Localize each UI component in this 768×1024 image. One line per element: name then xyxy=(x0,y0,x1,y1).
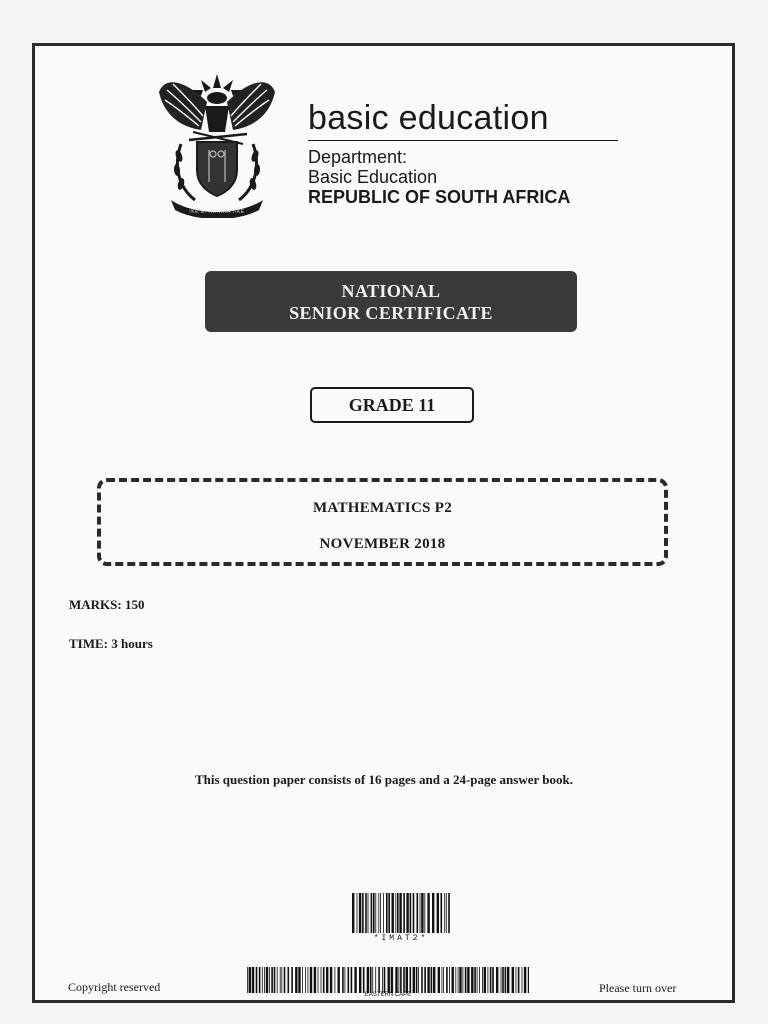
barcode-bar xyxy=(449,967,450,993)
barcode-bar xyxy=(431,967,433,993)
barcode-bottom-caption: EASTERN CAPE xyxy=(364,992,412,998)
barcode-bar xyxy=(378,967,380,993)
barcode-bar xyxy=(507,967,509,993)
exam-date: NOVEMBER 2018 xyxy=(319,536,446,552)
barcode-bar xyxy=(413,893,415,933)
barcode-bar xyxy=(372,967,373,993)
barcode-bar xyxy=(384,967,386,993)
barcode-bar xyxy=(386,893,388,933)
barcode-bar xyxy=(406,893,408,933)
barcode-bar xyxy=(314,967,316,993)
barcode-bar xyxy=(370,967,372,993)
barcode-bar xyxy=(274,967,276,993)
barcode-bar xyxy=(433,967,435,993)
copyright-notice: Copyright reserved xyxy=(68,980,161,994)
barcode-bar xyxy=(437,893,439,933)
barcode-bar xyxy=(373,893,375,933)
barcode-bar xyxy=(359,893,361,933)
barcode-bar xyxy=(298,967,300,993)
grade-box xyxy=(310,387,474,423)
barcode-bar xyxy=(501,967,502,993)
barcode-bar xyxy=(359,967,361,993)
barcode-bar xyxy=(262,967,263,993)
barcode-bar xyxy=(432,893,434,933)
barcode-bar xyxy=(354,967,356,993)
certificate-line-2: SENIOR CERTIFICATE xyxy=(289,302,493,323)
barcode-bar xyxy=(410,967,412,993)
barcode-bar xyxy=(321,967,322,993)
barcode-bar xyxy=(502,967,504,993)
barcode-bar xyxy=(446,893,447,933)
barcode-bar xyxy=(465,967,467,993)
barcode-bar xyxy=(382,967,383,993)
barcode-bar xyxy=(392,893,394,933)
barcode-bar xyxy=(395,893,396,933)
barcode-bar xyxy=(444,893,445,933)
barcode-bar xyxy=(335,967,336,993)
barcode-bar xyxy=(357,893,358,933)
barcode-bar xyxy=(443,967,444,993)
barcode-bar xyxy=(388,893,390,933)
barcode-bar xyxy=(391,967,393,993)
barcode-bar xyxy=(383,893,384,933)
barcode-bar xyxy=(281,967,282,993)
coat-of-arms-icon xyxy=(155,70,280,218)
barcode-bar xyxy=(492,967,494,993)
barcode-bar xyxy=(488,967,489,993)
barcode-bar xyxy=(458,967,459,993)
barcode-bar xyxy=(375,967,376,993)
barcode-bar xyxy=(259,967,261,993)
barcode-bar xyxy=(441,893,443,933)
barcode-bar xyxy=(252,967,254,993)
subject-name: MATHEMATICS P2 xyxy=(312,500,453,516)
barcode-bar xyxy=(305,967,306,993)
barcode-bar xyxy=(365,893,367,933)
barcode-bar xyxy=(490,967,492,993)
barcode-bar xyxy=(308,967,309,993)
barcode-bar xyxy=(249,967,251,993)
certificate-banner xyxy=(205,271,577,332)
barcode-bar xyxy=(295,967,297,993)
barcode-bar xyxy=(399,967,400,993)
barcode-bar xyxy=(284,967,286,993)
barcode-bar xyxy=(438,967,440,993)
barcode-bar xyxy=(399,893,401,933)
barcode-bar xyxy=(418,967,419,993)
barcode-bar xyxy=(256,967,258,993)
barcode-bar xyxy=(264,967,265,993)
barcode-bar xyxy=(367,967,369,993)
barcode-bar xyxy=(375,893,376,933)
barcode-bar xyxy=(269,967,270,993)
barcode-top xyxy=(352,893,450,933)
barcode-bar xyxy=(416,967,418,993)
barcode-bar xyxy=(247,967,248,993)
barcode-bar xyxy=(471,967,473,993)
barcode-bar xyxy=(474,967,476,993)
department-label: Department: xyxy=(308,147,408,167)
grade-label: GRADE 11 xyxy=(348,394,436,415)
barcode-bar xyxy=(459,967,461,993)
republic-name: REPUBLIC OF SOUTH AFRICA xyxy=(308,187,571,207)
barcode-bar xyxy=(424,967,426,993)
barcode-bar xyxy=(378,893,379,933)
barcode-bar xyxy=(277,967,278,993)
barcode-bar xyxy=(348,967,350,993)
barcode-bar xyxy=(271,967,273,993)
barcode-bar xyxy=(323,967,325,993)
barcode-bar xyxy=(291,967,293,993)
barcode-bar xyxy=(403,893,405,933)
barcode-bar xyxy=(522,967,523,993)
barcode-bar xyxy=(395,967,397,993)
barcode-bar xyxy=(484,967,486,993)
barcode-bar xyxy=(388,967,390,993)
barcode-bar xyxy=(351,967,353,993)
barcode-bar xyxy=(342,967,344,993)
barcode-bar xyxy=(482,967,483,993)
barcode-bar xyxy=(362,893,364,933)
barcode-bar xyxy=(463,967,464,993)
barcode-bar xyxy=(406,967,408,993)
barcode-bar xyxy=(338,967,340,993)
barcode-bar xyxy=(516,967,517,993)
barcode-bottom xyxy=(247,967,529,993)
barcode-bar xyxy=(380,893,381,933)
barcode-bar xyxy=(442,967,443,993)
barcode-bar xyxy=(310,967,312,993)
barcode-bar xyxy=(403,967,405,993)
barcode-bar xyxy=(467,967,469,993)
barcode-bar xyxy=(424,893,425,933)
subject-box xyxy=(97,478,668,566)
department-name: Basic Education xyxy=(308,167,438,187)
barcode-bar xyxy=(427,893,429,933)
barcode-bar xyxy=(528,967,529,993)
barcode-bar xyxy=(280,967,281,993)
barcode-bar xyxy=(410,893,412,933)
barcode-bar xyxy=(397,893,399,933)
barcode-bar xyxy=(479,967,480,993)
barcode-bar xyxy=(413,967,415,993)
marks-label: MARKS: 150 xyxy=(69,597,145,612)
barcode-bar xyxy=(448,893,450,933)
brand-block xyxy=(308,98,618,207)
barcode-bar xyxy=(496,967,498,993)
barcode-bar xyxy=(326,967,328,993)
barcode-bar xyxy=(518,967,520,993)
barcode-bar xyxy=(400,967,402,993)
barcode-bar xyxy=(266,967,268,993)
barcode-bar xyxy=(477,967,478,993)
time-label: TIME: 3 hours xyxy=(69,636,153,651)
brand-title: basic education xyxy=(308,98,618,141)
barcode-bar xyxy=(417,893,419,933)
barcode-bar xyxy=(455,967,456,993)
barcode-bar xyxy=(288,967,290,993)
certificate-line-1: NATIONAL xyxy=(341,280,441,301)
barcode-bar xyxy=(446,967,448,993)
barcode-bar xyxy=(368,893,369,933)
turn-over-note: Please turn over xyxy=(599,981,677,995)
barcode-bar xyxy=(452,967,454,993)
barcode-bar xyxy=(363,967,365,993)
barcode-bar xyxy=(421,967,423,993)
barcode-bar xyxy=(318,967,319,993)
barcode-top-caption: *IMAT2* xyxy=(373,934,429,943)
coat-of-arms-motto: !KE E: /XARRA //KE xyxy=(189,209,245,215)
barcode-bar xyxy=(345,967,346,993)
barcode-bar xyxy=(421,893,423,933)
barcode-bar xyxy=(371,893,373,933)
barcode-bar xyxy=(352,893,354,933)
barcode-bar xyxy=(427,967,429,993)
barcode-bar xyxy=(330,967,332,993)
barcode-bar xyxy=(420,893,421,933)
barcode-bar xyxy=(524,967,526,993)
barcode-bar xyxy=(302,967,303,993)
barcode-bar xyxy=(512,967,514,993)
barcode-bar xyxy=(505,967,507,993)
pages-note: This question paper consists of 16 pages and a 24-page answer book. xyxy=(194,772,574,787)
